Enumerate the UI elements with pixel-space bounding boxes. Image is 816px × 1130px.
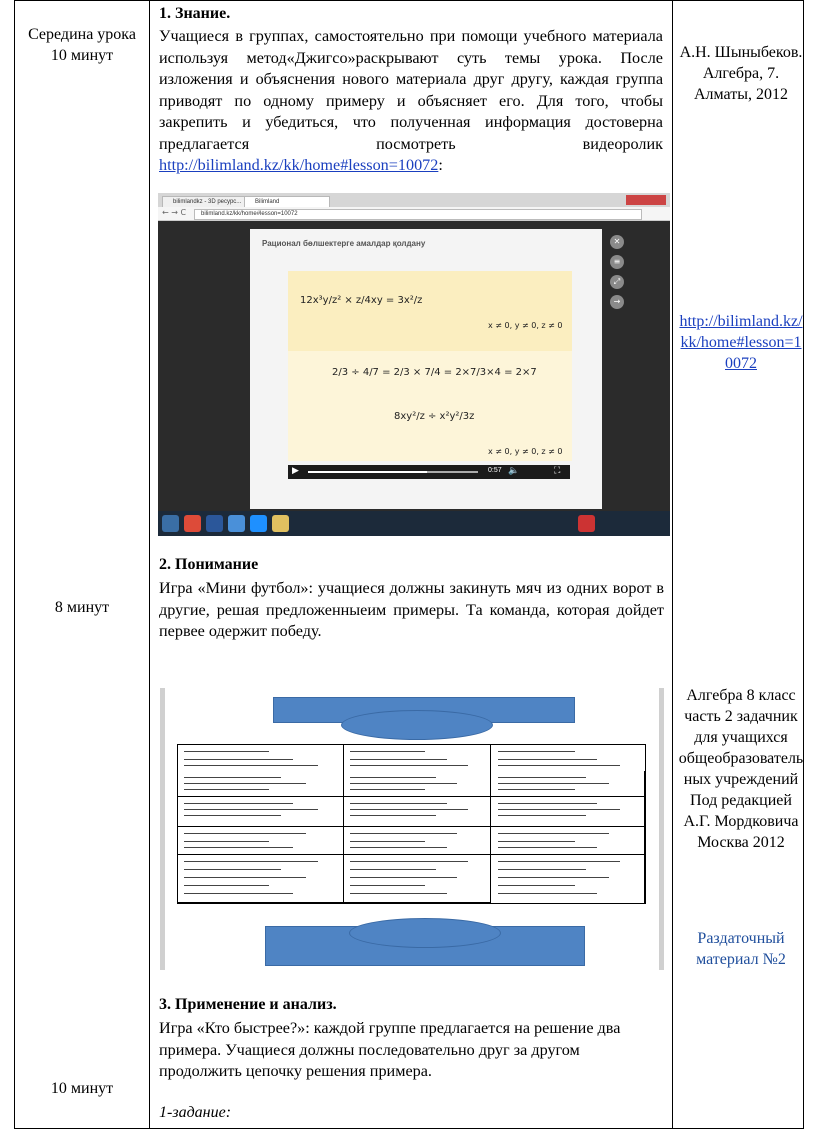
window-controls[interactable] (626, 195, 666, 205)
formula-3-condition: x ≠ 0, y ≠ 0, z ≠ 0 (488, 447, 563, 456)
formula-line (184, 847, 293, 848)
progress-fill (308, 471, 427, 473)
formula-line (498, 751, 575, 752)
address-bar[interactable]: bilimland.kz/kk/home#lesson=10072 (194, 209, 642, 220)
formula-line (184, 759, 293, 760)
section2-heading: 2. Понимание (159, 556, 259, 573)
chrome-icon[interactable] (184, 515, 201, 532)
formula-line (498, 869, 586, 870)
app-tray-icon[interactable] (578, 515, 595, 532)
formula-line (350, 893, 447, 894)
formula-2: 2/3 ÷ 4/7 = 2/3 × 7/4 = 2×7/3×4 = 2×7 (332, 367, 537, 378)
menu-icon[interactable]: ≡ (610, 255, 624, 269)
section3-text: Игра «Кто быстрее?»: каждой группе предлагается на решение два примера. Учащиеся должны последовательно друг за другом продолжить цепочку решения примера. (159, 1019, 621, 1080)
browser-tab-1[interactable]: bilimlandkz - 3D ресурс... (162, 196, 254, 208)
formula-line (350, 765, 468, 766)
formula-line (350, 783, 457, 784)
video-time: 0:57 (488, 467, 502, 474)
formula-line (184, 877, 306, 878)
volume-icon[interactable]: 🔈 (508, 466, 520, 476)
formula-line (498, 877, 609, 878)
formula-line (184, 861, 318, 862)
windows-taskbar (158, 511, 670, 536)
top-goal-arc (341, 710, 493, 740)
formula-line (350, 833, 457, 834)
handout-label: Раздаточный материал №2 (696, 930, 786, 968)
section2-text: Игра «Мини футбол»: учащиеся должны закинуть мяч из одних ворот в другие, решая предложенныеим примеры. Та команда, которая дойдет первее одержит победу. (159, 579, 664, 640)
formula-line (498, 847, 597, 848)
reference-book-1: А.Н. Шыныбеков. Алгебра, 7. Алматы, 2012 (679, 44, 803, 103)
browser-tab-bar (158, 193, 670, 207)
section1-text (159, 26, 663, 177)
progress-track[interactable] (308, 471, 478, 473)
formula-1-condition: x ≠ 0, y ≠ 0, z ≠ 0 (488, 321, 563, 330)
formula-line (350, 759, 447, 760)
formula-line (184, 803, 293, 804)
time-label-10min-2: 10 минут (50, 1080, 114, 1097)
back-forward-icon[interactable]: ← → C (162, 208, 187, 217)
formula-line (498, 783, 609, 784)
browser-tab-2[interactable]: Bilimland (244, 196, 330, 208)
start-icon[interactable] (162, 515, 179, 532)
formula-line (184, 789, 269, 790)
formula-line (350, 803, 447, 804)
section1-heading: 1. Знание. (159, 5, 231, 22)
reference-book-2: Алгебра 8 класс часть 2 задачник для учащихся общеобразовательных учреждений Под редакцией А.Г. Мордковича Москва 2012 (678, 687, 804, 851)
formula-line (498, 809, 620, 810)
formula-line (498, 803, 597, 804)
modal-title: Рационал бөлшектерге амалдар қолдану (262, 239, 426, 248)
formula-line (498, 861, 620, 862)
examples-grid (177, 744, 646, 904)
formula-line (184, 841, 269, 842)
formula-line (498, 759, 597, 760)
play-icon[interactable]: ▶ (292, 466, 299, 476)
close-icon[interactable]: ✕ (610, 235, 624, 249)
formula-panel (288, 271, 572, 461)
video-link[interactable]: http://bilimland.kz/kk/home#lesson=10072 (159, 156, 439, 174)
formula-line (350, 885, 425, 886)
home-icon[interactable] (228, 515, 245, 532)
link-suffix: : (438, 156, 443, 174)
formula-line (184, 869, 281, 870)
grid-row-5 (178, 855, 645, 903)
formula-line (350, 789, 425, 790)
formula-line (184, 815, 281, 816)
formula-line (184, 833, 306, 834)
formula-line (350, 777, 436, 778)
time-column (15, 1, 150, 1129)
address-bar-row (158, 207, 670, 221)
section1-body: Учащиеся в группах, самостоятельно при помощи учебного материала используя метод«Джигсо»раскрывают суть темы урока. После изложения и объяснения нового материала друг другу, каждая группа приводят по одному примеру и объясняет его. Для того, чтобы закрепить и убедиться, что полученная информация достоверна предлагается посмотреть видеоролик (159, 27, 663, 153)
formula-line (350, 877, 457, 878)
grid-row-3 (178, 797, 645, 827)
expand-icon[interactable]: ⤢ (610, 275, 624, 289)
formula-line (350, 815, 436, 816)
formula-line (184, 751, 269, 752)
resource-link[interactable]: http://bilimland.kz/kk/home#lesson=10072 (679, 313, 803, 372)
formula-line (350, 847, 447, 848)
word-icon[interactable] (206, 515, 223, 532)
formula-line (498, 833, 609, 834)
time-cell-1 (14, 24, 150, 66)
formula-3: 8xy²/z ÷ x²y²/3z (394, 411, 475, 422)
formula-line (498, 765, 620, 766)
formula-line (498, 777, 586, 778)
formula-line (350, 841, 425, 842)
formula-line (350, 861, 468, 862)
football-game-image (160, 688, 664, 970)
formula-1: 12x³y/z² × z/4xy = 3x²/z (300, 295, 423, 306)
time-label-10min: 10 минут (50, 47, 114, 64)
grid-row-2 (178, 771, 645, 797)
formula-line (498, 815, 586, 816)
formula-line (184, 765, 318, 766)
formula-line (184, 885, 269, 886)
ie-icon[interactable] (250, 515, 267, 532)
formula-line (350, 869, 436, 870)
formula-line (184, 893, 293, 894)
formula-line (350, 751, 425, 752)
video-player-bar[interactable] (288, 465, 570, 479)
formula-line (498, 885, 575, 886)
time-label-8min: 8 минут (54, 599, 110, 616)
next-icon[interactable]: → (610, 295, 624, 309)
formula-line (184, 777, 281, 778)
folder-icon[interactable] (272, 515, 289, 532)
formula-line (184, 809, 318, 810)
formula-line (184, 783, 306, 784)
video-modal (250, 229, 602, 509)
formula-top-panel (288, 271, 572, 351)
task-1-label: 1-задание: (159, 1104, 232, 1121)
bottom-goal-arc (349, 918, 501, 948)
video-screenshot (158, 193, 670, 536)
formula-line (350, 809, 468, 810)
fullscreen-icon[interactable]: ⛶ (554, 466, 561, 476)
formula-line (498, 789, 575, 790)
section3-heading: 3. Применение и анализ. (159, 996, 337, 1013)
formula-line (498, 893, 597, 894)
formula-line (498, 841, 575, 842)
time-label-middle: Середина урока (28, 26, 136, 43)
